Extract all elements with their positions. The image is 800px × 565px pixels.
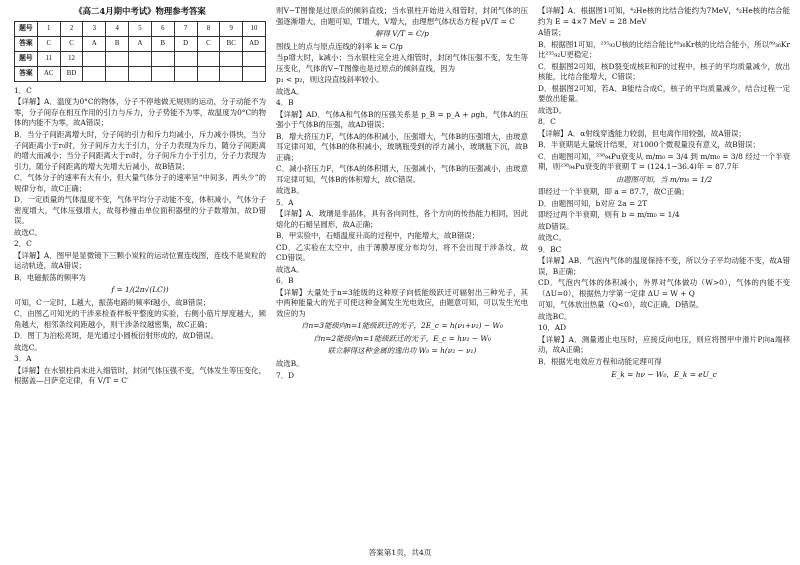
table-cell [174,51,197,66]
answer-paragraph: 1．C [14,85,32,95]
table-cell [220,66,243,81]
answer-paragraph: D．由题图可知，b对应 2a = 2T [538,198,648,208]
table-cell: 答案 [15,36,38,51]
table-cell: 11 [37,51,60,66]
answer-paragraph: CD．气泡内气体的体积减小，外界对气体做功（W>0），气体的内能不变（ΔU=0），根据热力学第一定律 ΔU = W + Q [538,278,790,298]
answer-paragraph: B．增大挤压力F，气体A的体积减小，压强增大，气体B的压强增大，由玻意耳定律可知，气体B的体积减小，玻璃瓶受到的浮力减小，玻璃瓶下沉，故B正确； [276,131,528,162]
table-cell [83,51,106,66]
answer-paragraph: 图线上的点与原点连线的斜率 k = C/p [276,41,403,51]
answer-paragraph: 即经过两个半衰期，则有 b = m/m₀ = 1/4 [538,210,680,220]
table-cell: B [151,36,174,51]
table-cell: C [60,36,83,51]
answer-paragraph: 【详解】A．温度为0°C的物体，分子不停地做无规则的运动，分子动能不为零，分子间存在相互作用的引力与斥力，分子势能不为零，故温度为0°C的物体的内能不为零，故A错误； [14,97,266,128]
table-cell [151,66,174,81]
answer-paragraph: B．当分子间距离增大时，分子间的引力和斥力均减小，斥力减小得快，当分子间距离小于r₀时，分子间斥力大于引力，分子力表现为斥力，随分子间距离的增大而减小；当分子间距离大于r₀时，分子间斥力小于引力，分子力表现为引力，随分子间距离的增大先增大后减小，故B错误； [14,129,266,171]
equation: 由题图可知，当 m/m₀ = 1/2 [615,174,713,184]
table-cell: 6 [151,21,174,36]
answer-paragraph: 4．B [276,98,294,108]
table-cell: 题号 [15,21,38,36]
table-cell: 12 [60,51,83,66]
answer-paragraph: D．图丁为泊松亮斑，是光通过小圆板衍射形成的，故D错误。 [14,331,219,341]
answer-paragraph: 【详解】A．根据图1可知，⁴₂He核的比结合能约为7MeV，⁴₂He核的结合能约为 E = 4×7 MeV = 28 MeV [538,6,790,26]
table-cell [220,51,243,66]
table-cell: 答案 [15,66,38,81]
equation: 自n=2能级向n=1能级跃迁的光子，E_c = hν₂ − W₀ [313,333,491,343]
answer-paragraph: 故选BC。 [538,311,572,321]
answer-paragraph: A错误； [538,28,566,38]
answer-table [14,21,266,82]
answer-paragraph: 6．B [276,276,294,286]
answer-paragraph: 当p增大时，k减小；当水银柱完全进入细管时，封闭气体压强不变，发生等压变化，气体的V−T图像也是过原点的倾斜直线，因为 [276,53,528,73]
table-row [15,21,266,36]
answer-paragraph: 可知，C一定时，L越大，振荡电路的频率f越小，故B错误； [14,297,211,307]
answer-paragraph: 【详解】A．α射线穿透能力较弱，但电离作用较强，故A错误； [538,128,746,138]
table-cell: C [37,36,60,51]
table-cell: D [174,36,197,51]
answer-paragraph: B．半衰期是大量统计结果，对1000个微观量没有意义，故B错误； [538,140,760,150]
answer-paragraph: 则V−T图像是过原点的倾斜直线；当水银柱开始进入细管时，封闭气体的压强逐渐增大，由题可知，T增大，V增大，由理想气体状态方程 pV/T = C [276,6,528,26]
table-cell: 10 [243,21,266,36]
table-cell: 2 [60,21,83,36]
answer-paragraph: D．根据图2可知，若A、B能结合成C，核子的平均质量减少，结合过程一定要放出能量。 [538,83,790,104]
table-cell: AD [243,36,266,51]
table-cell: BC [220,36,243,51]
answer-paragraph: 故选C。 [538,233,566,243]
equation: f = 1/(2π√(LC)) [111,285,169,295]
table-cell [106,51,129,66]
equation: 联立解得这种金属的逸出功 W₀ = h(ν₂ − ν₁) [327,346,477,356]
answer-paragraph: C．由题图可知，²³⁸₉₄Pu衰变从 m/m₀ = 3/4 到 m/m₀ = 3/8 经过一个半衰期，则²³⁸₉₄Pu衰变的半衰期 T = (124.1−36.4)年 = 87.7年 [538,151,790,172]
table-cell: 1 [37,21,60,36]
answer-paragraph: 【详解】在水银柱尚未进入细管时，封闭气体压强不变，气体发生等压变化，根据盖—吕萨克定律，有 V/T = C′ [14,365,266,386]
answer-paragraph: 即经过一个半衰期，即 a = 87.7，故C正确； [538,187,689,197]
table-cell [243,51,266,66]
column-left [14,6,266,388]
answer-paragraph: 故选C。 [14,342,42,352]
answer-paragraph: 故D错误。 [538,221,574,231]
table-cell [243,66,266,81]
answer-paragraph: D．一定质量的气体温度不变，气体平均分子动能不变，体积减小，气体分子密度增大，气体压强增大，故每秒撞击单位面积器壁的分子数增加，故D错误。 [14,195,266,226]
table-cell [151,51,174,66]
table-cell: 3 [83,21,106,36]
answer-paragraph: C．根据图2可知，核D裂变成核E和F的过程中，核子的平均质量减少，放出核能，比结合能增大，C错误； [538,61,790,82]
answer-paragraph: 【详解】A．测量遏止电压时，应接反向电压，则应将图甲中滑片P向a端移动，故A正确； [538,334,790,355]
answer-paragraph: 故选B。 [276,186,304,196]
equation: E_k = hν − W₀，E_k = eU_c [611,369,717,379]
answer-paragraph: 8．C [538,117,556,127]
table-cell: B [106,36,129,51]
answer-paragraph: 故选C。 [14,227,42,237]
answer-paragraph: C．由图乙可知光的干涉来检查样板平整度的实验，右侧小筋片厚度越大，频角越大，相邻条纹间距越小，则干涉条纹越密集，故C正确； [14,309,266,329]
table-cell: 5 [129,21,152,36]
table-cell: AC [37,66,60,81]
answer-paragraph: 【详解】大量处于n=3能级的这种原子向低能级跃迁可辐射出三种光子，其中两种能量大的光子可使这种金属发生光电效应，由题意可知，可以发生光电效应的为 [276,287,528,318]
equation: 自n=3能级向n=1能级跃迁的光子，2E_c = h(ν₁+ν₂) − W₀ [301,321,503,331]
equation: 解得 V/T = C/p [375,29,429,39]
page-footer: 答案第1页，共4页 [368,548,432,557]
table-row [15,66,266,81]
answer-paragraph: 故选B。 [276,358,304,368]
answer-paragraph: 【详解】A．玻璃是非晶体，具有各向同性，各个方向的传热能力相同，因此熔化的石蜡呈圆形，故A正确； [276,209,528,229]
answer-paragraph: 可知，气体放出热量（Q<0），故C正确，D错误。 [538,300,704,310]
table-cell: A [129,36,152,51]
table-row [15,36,266,51]
answer-paragraph: 9．BC [538,244,562,254]
table-cell: A [83,36,106,51]
table-cell: BD [60,66,83,81]
page-title: 《高二4月期中考试》物理参考答案 [74,6,206,16]
table-cell [83,66,106,81]
answer-paragraph: C．减小挤压力F，气体A的体积增大，压强减小，气体B的压强减小，由玻意耳定律可知，气体B的体积增大，故C错误。 [276,164,528,184]
table-cell [174,66,197,81]
answer-paragraph: C．气体分子的速率有大有小，但大量气体分子的速率呈“中间多、两头少”的规律分布，故C正确； [14,173,266,193]
answer-paragraph: B．电磁振荡的频率为 [14,272,86,282]
answer-paragraph: 【详解】AB．气泡内气体的温度保持不变，所以分子平均动能不变，故A错误，B正确； [538,256,790,276]
answer-paragraph: 故选D。 [538,105,567,115]
table-cell: 题号 [15,51,38,66]
table-cell [129,51,152,66]
answer-paragraph: B．根据光电效应方程和动能定理可得 [538,356,662,366]
table-row [15,51,266,66]
answer-paragraph: 7．D [276,370,295,380]
answer-paragraph: 故选A。 [276,86,304,96]
answer-paragraph: 2．C [14,239,32,249]
table-cell: 8 [197,21,220,36]
table-cell [106,66,129,81]
column-middle [276,6,528,382]
table-cell: C [197,36,220,51]
answer-paragraph: B．根据图1可知，²³⁵₉₂U核的比结合能比⁸⁹₃₆Kr核的比结合能小，所以⁸⁹₃₆Kr比²³⁵₉₂U更稳定； [538,39,790,60]
table-cell: 9 [220,21,243,36]
table-cell [197,51,220,66]
answer-paragraph: 【详解】A．图甲是显微镜下三颗小炭粒的运动位置连线图，连线不是炭粒的运动轨迹，故A错误； [14,250,266,271]
answer-paragraph: p₁ < p₂，则这段直线斜率较小。 [276,75,384,85]
table-cell: 4 [106,21,129,36]
answer-paragraph: CD．乙实验在太空中，由于薄膜厚度分布均匀，将不会出现干涉条纹，故CD错误。 [276,242,528,263]
answer-paragraph: 5．A [276,197,294,207]
answer-paragraph: B．甲实验中，石蜡温度升高的过程中，内能增大，故B错误； [276,231,480,241]
answer-paragraph: 故选A。 [276,264,304,274]
table-cell: 7 [174,21,197,36]
answer-paragraph: 【详解】AD．气体A和气体B的压强关系是 p_B = p_A + ρgh，气体A的压强小于气体B的压强，故AD错误； [276,109,528,130]
table-cell [129,66,152,81]
column-right [538,6,790,382]
answer-paragraph: 10．AD [538,323,567,333]
answer-paragraph: 3．A [14,354,32,364]
table-cell [197,66,220,81]
